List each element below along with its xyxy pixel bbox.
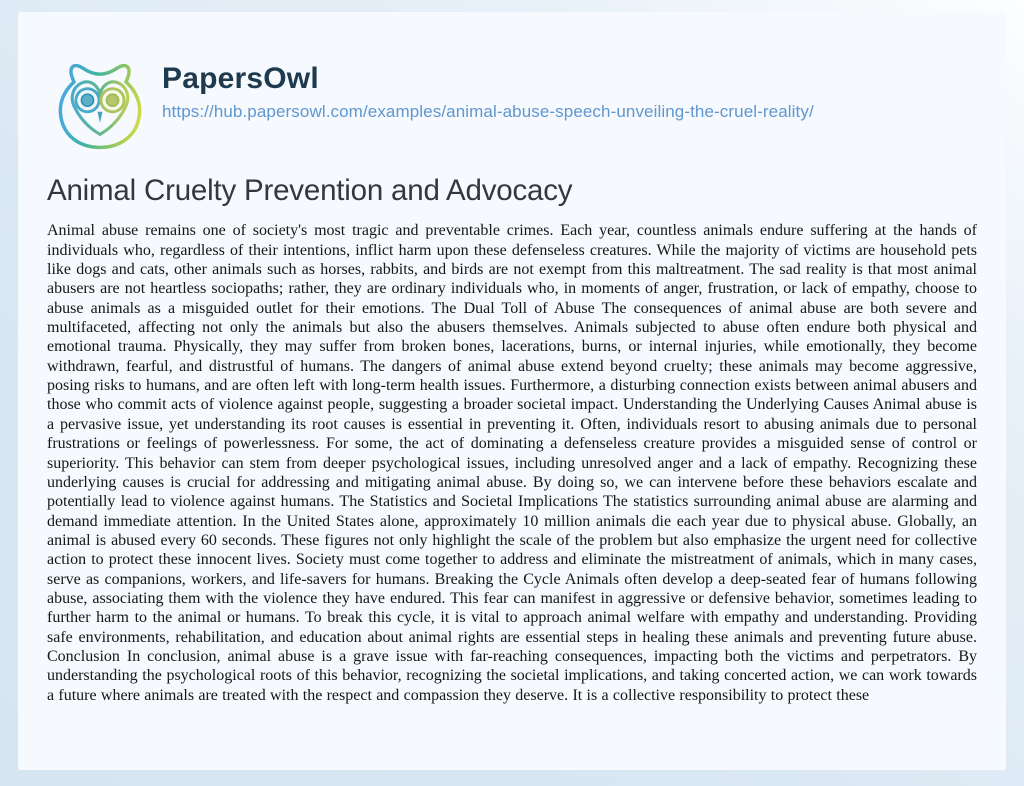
article-body-text: Animal abuse remains one of society's most tragic and preventable crimes. Each year, countless animals endure suffering at the hands of individuals who, regardless of their intentions, inflict harm upon these defenseless creatures. While the majority of victims are household pets like dogs and cats, other animals such as horses, rabbits, and birds are not exempt from this maltreatment. The sad reality is that most animal abusers are not heartless sociopaths; rather, they are ordinary individuals who, in moments of anger, frustration, or lack of empathy, choose to abuse animals as a misguided outlet for their emotions. The Dual Toll of Abuse The consequences of animal abuse are both severe and multifaceted, affecting not only the animals but also the abusers themselves. Animals subjected to abuse often endure both physical and emotional trauma. Physically, they may suffer from broken bones, lacerations, burns, or internal injuries, while emotionally, they become withdrawn, fearful, and distrustful of humans. The dangers of animal abuse extend beyond cruelty; these animals may become aggressive, posing risks to humans, and are often left with long-term health issues. Furthermore, a disturbing connection exists between animal abusers and those who commit acts of violence against people, suggesting a broader societal impact. Understanding the Underlying Causes Animal abuse is a pervasive issue, yet understanding its root causes is essential in preventing it. Often, individuals resort to abusing animals due to personal frustrations or feelings of powerlessness. For some, the act of dominating a defenseless creature provides a misguided sense of control or superiority. This behavior can stem from deeper psychological issues, including unresolved anger and a lack of empathy. Recognizing these underlying causes is crucial for addressing and mitigating animal abuse. By doing so, we can intervene before these behaviors escalate and potentially lead to violence against humans. The Statistics and Societal Implications The statistics surrounding animal abuse are alarming and demand immediate attention. In the United States alone, approximately 10 million animals die each year due to physical abuse. Globally, an animal is abused every 60 seconds. These figures not only highlight the scale of the problem but also emphasize the urgent need for collective action to protect these innocent lives. Society must come together to address and eliminate the mistreatment of animals, which in many cases, serve as companions, workers, and life-savers for humans. Breaking the Cycle Animals often develop a deep-seated fear of humans following abuse, associating them with the violence they have endured. This fear can manifest in aggressive or defensive behavior, sometimes leading to further harm to the animal or humans. To break this cycle, it is vital to approach animal welfare with empathy and understanding. Providing safe environments, rehabilitation, and education about animal rights are essential steps in healing these animals and preventing future abuse. Conclusion In conclusion, animal abuse is a grave issue with far-reaching consequences, impacting both the victims and perpetrators. By understanding the psychological roots of this behavior, recognizing the societal implications, and taking concerted action, we can work towards a future where animals are treated with the respect and compassion they deserve. It is a collective responsibility to protect these: [47, 222, 977, 704]
brand-name: PapersOwl: [162, 62, 319, 95]
page-title: Animal Cruelty Prevention and Advocacy: [47, 174, 573, 207]
owl-logo-icon: [47, 53, 153, 159]
site-header: [47, 53, 977, 159]
source-url-link[interactable]: https://hub.papersowl.com/examples/animal-abuse-speech-unveiling-the-cruel-reality/: [162, 102, 814, 121]
brand-block: [162, 53, 814, 122]
card-inner: [18, 53, 1006, 705]
content-card: [18, 12, 1006, 770]
